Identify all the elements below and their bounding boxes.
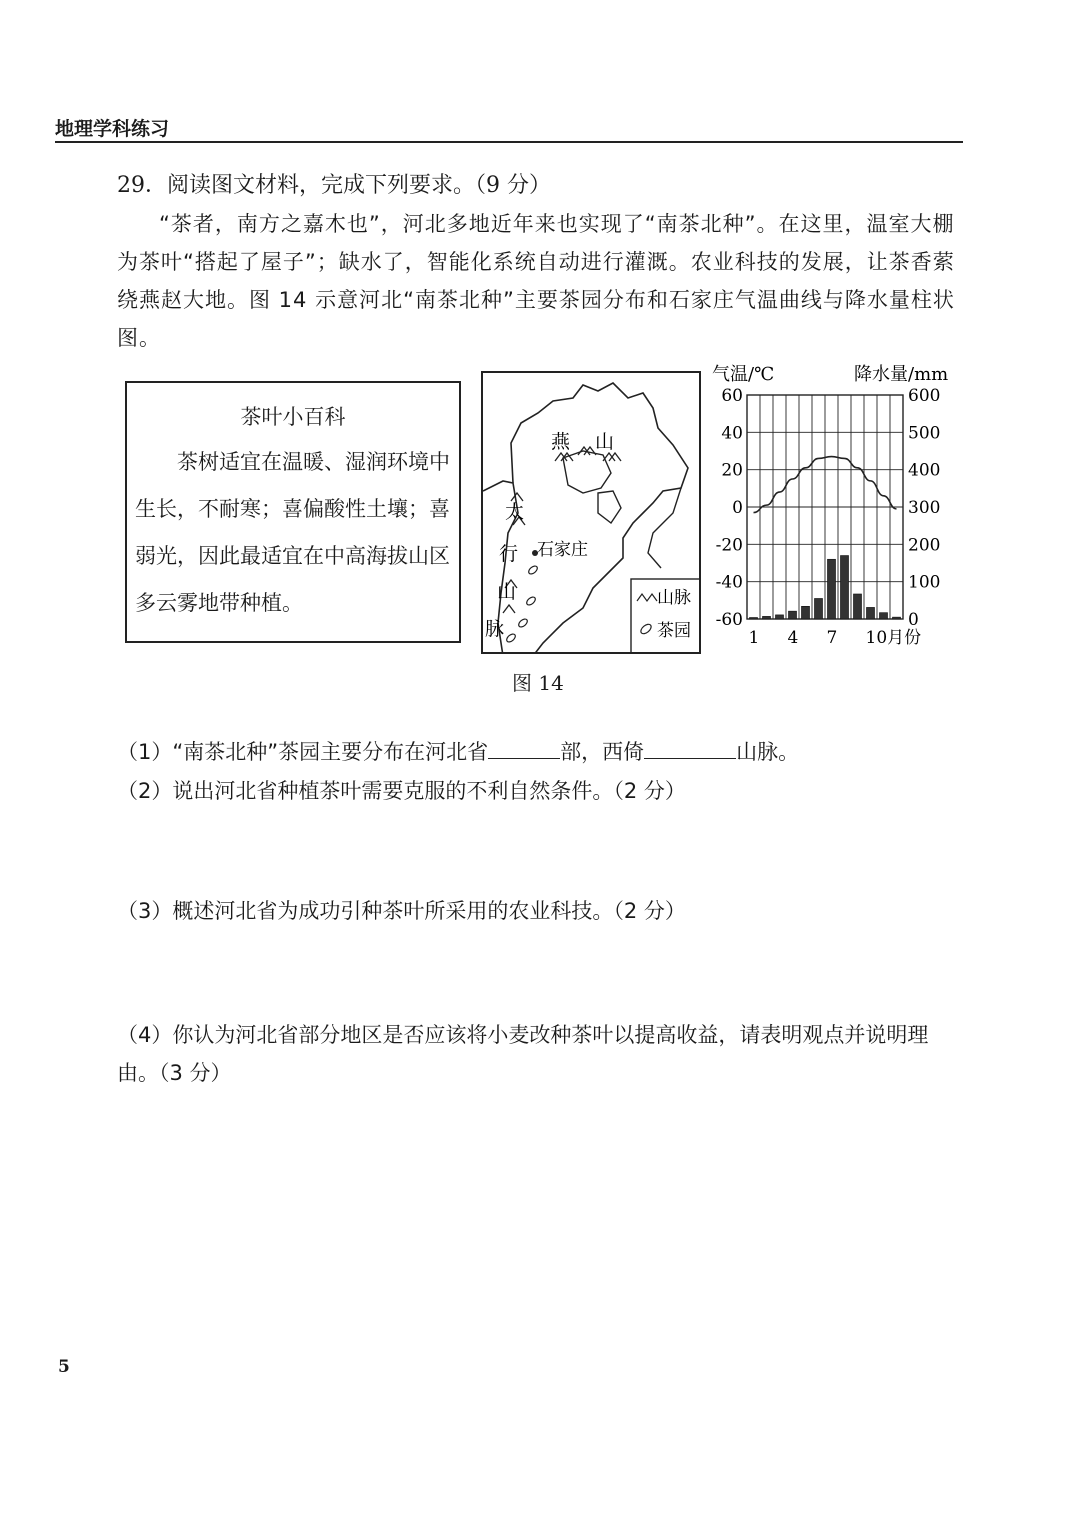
y-right-tick-label: 0 xyxy=(908,610,919,630)
precipitation-bar xyxy=(801,606,809,619)
map-label-tai: 太 xyxy=(505,501,525,523)
sub-question-2: （2）说出河北省种植茶叶需要克服的不利自然条件。（2 分） xyxy=(117,779,686,803)
tianjin-outline xyxy=(598,491,621,523)
map-label-xing: 行 xyxy=(499,543,519,565)
legend-mountain-label: 山脉 xyxy=(657,588,691,608)
precipitation-bar xyxy=(775,615,783,619)
precipitation-bar xyxy=(749,618,757,619)
y-left-axis-label: 气温/℃ xyxy=(712,364,775,385)
tea-encyclopedia-box xyxy=(125,381,461,643)
x-tick-label: 4 xyxy=(787,628,799,648)
x-tick-label: 7 xyxy=(826,628,838,648)
map-label-shan-yan: 山 xyxy=(595,431,615,453)
hebei-map xyxy=(481,371,701,654)
q1-text-b: 部，西倚 xyxy=(560,740,645,764)
map-label-shan-tai: 山 xyxy=(497,581,517,603)
map-label-mai: 脉 xyxy=(485,618,505,640)
y-left-tick-label: -40 xyxy=(715,572,743,593)
sub-question-1 xyxy=(117,736,799,766)
header-rule xyxy=(55,141,963,143)
precipitation-bar xyxy=(892,617,900,619)
precipitation-bar xyxy=(840,556,848,619)
question-material: “茶者，南方之嘉木也”，河北多地近年来也实现了“南茶北种”。在这里，温室大棚为茶叶“搭起了屋子”；缺水了，智能化系统自动进行灌溉。农业科技的发展，让茶香萦绕燕赵大地。图 14 示意河北“南茶北种”主要茶园分布和石家庄气温曲线与降水量柱状图。 xyxy=(117,212,955,350)
y-right-tick-label: 300 xyxy=(908,498,941,518)
precipitation-bar xyxy=(814,598,822,619)
map-legend xyxy=(631,579,701,654)
sub-question-4: （4）你认为河北省部分地区是否应该将小麦改种茶叶以提高收益，请表明观点并说明理由。（3 分） xyxy=(117,1023,929,1085)
y-right-tick-label: 400 xyxy=(908,460,941,481)
q1-blank-mountain[interactable] xyxy=(644,736,736,759)
figure-caption: 图 14 xyxy=(512,671,564,695)
tea-garden-symbols xyxy=(505,564,539,643)
y-right-tick-label: 500 xyxy=(908,423,941,444)
x-tick-label: 1 xyxy=(748,628,760,648)
precipitation-bar xyxy=(879,613,887,619)
precipitation-bar xyxy=(788,611,796,619)
y-left-tick-label: 0 xyxy=(732,498,743,518)
y-left-tick-label: 20 xyxy=(721,460,743,481)
y-right-tick-label: 200 xyxy=(908,535,941,556)
y-left-tick-label: 60 xyxy=(721,386,743,406)
map-label-city: 石家庄 xyxy=(537,540,588,560)
coastline xyxy=(648,488,681,568)
q1-text-a: （1）“南茶北种”茶园主要分布在河北省 xyxy=(117,740,489,764)
y-right-tick-label: 600 xyxy=(908,386,941,406)
climate-chart xyxy=(700,356,965,656)
precipitation-bar xyxy=(762,616,770,619)
y-left-tick-label: 40 xyxy=(721,423,743,444)
q1-text-c: 山脉。 xyxy=(736,740,800,764)
precipitation-bar xyxy=(827,559,835,619)
y-right-tick-label: 100 xyxy=(908,572,941,593)
chart-grid xyxy=(747,395,903,619)
x-tick-label: 10月份 xyxy=(865,628,922,648)
precipitation-bar xyxy=(866,607,874,619)
header-subject: 地理学科练习 xyxy=(55,118,170,140)
y-left-tick-label: -60 xyxy=(715,610,743,630)
tea-box-title: 茶叶小百科 xyxy=(240,405,346,429)
question-title: 29．阅读图文材料，完成下列要求。（9 分） xyxy=(117,173,551,198)
sub-question-3: （3）概述河北省为成功引种茶叶所采用的农业科技。（2 分） xyxy=(117,899,686,923)
legend-garden-label: 茶园 xyxy=(657,621,691,641)
map-svg xyxy=(483,373,701,654)
page-number: 5 xyxy=(58,1357,70,1377)
tea-box-body: 茶树适宜在温暖、湿润环境中生长，不耐寒；喜偏酸性土壤；喜弱光，因此最适宜在中高海拔山区多云雾地带种植。 xyxy=(135,450,450,615)
precipitation-bar xyxy=(853,594,861,619)
q1-blank-direction[interactable] xyxy=(488,736,560,759)
map-label-yan: 燕 xyxy=(551,431,571,453)
y-right-axis-label: 降水量/mm xyxy=(854,364,949,385)
y-left-tick-label: -20 xyxy=(715,535,743,556)
